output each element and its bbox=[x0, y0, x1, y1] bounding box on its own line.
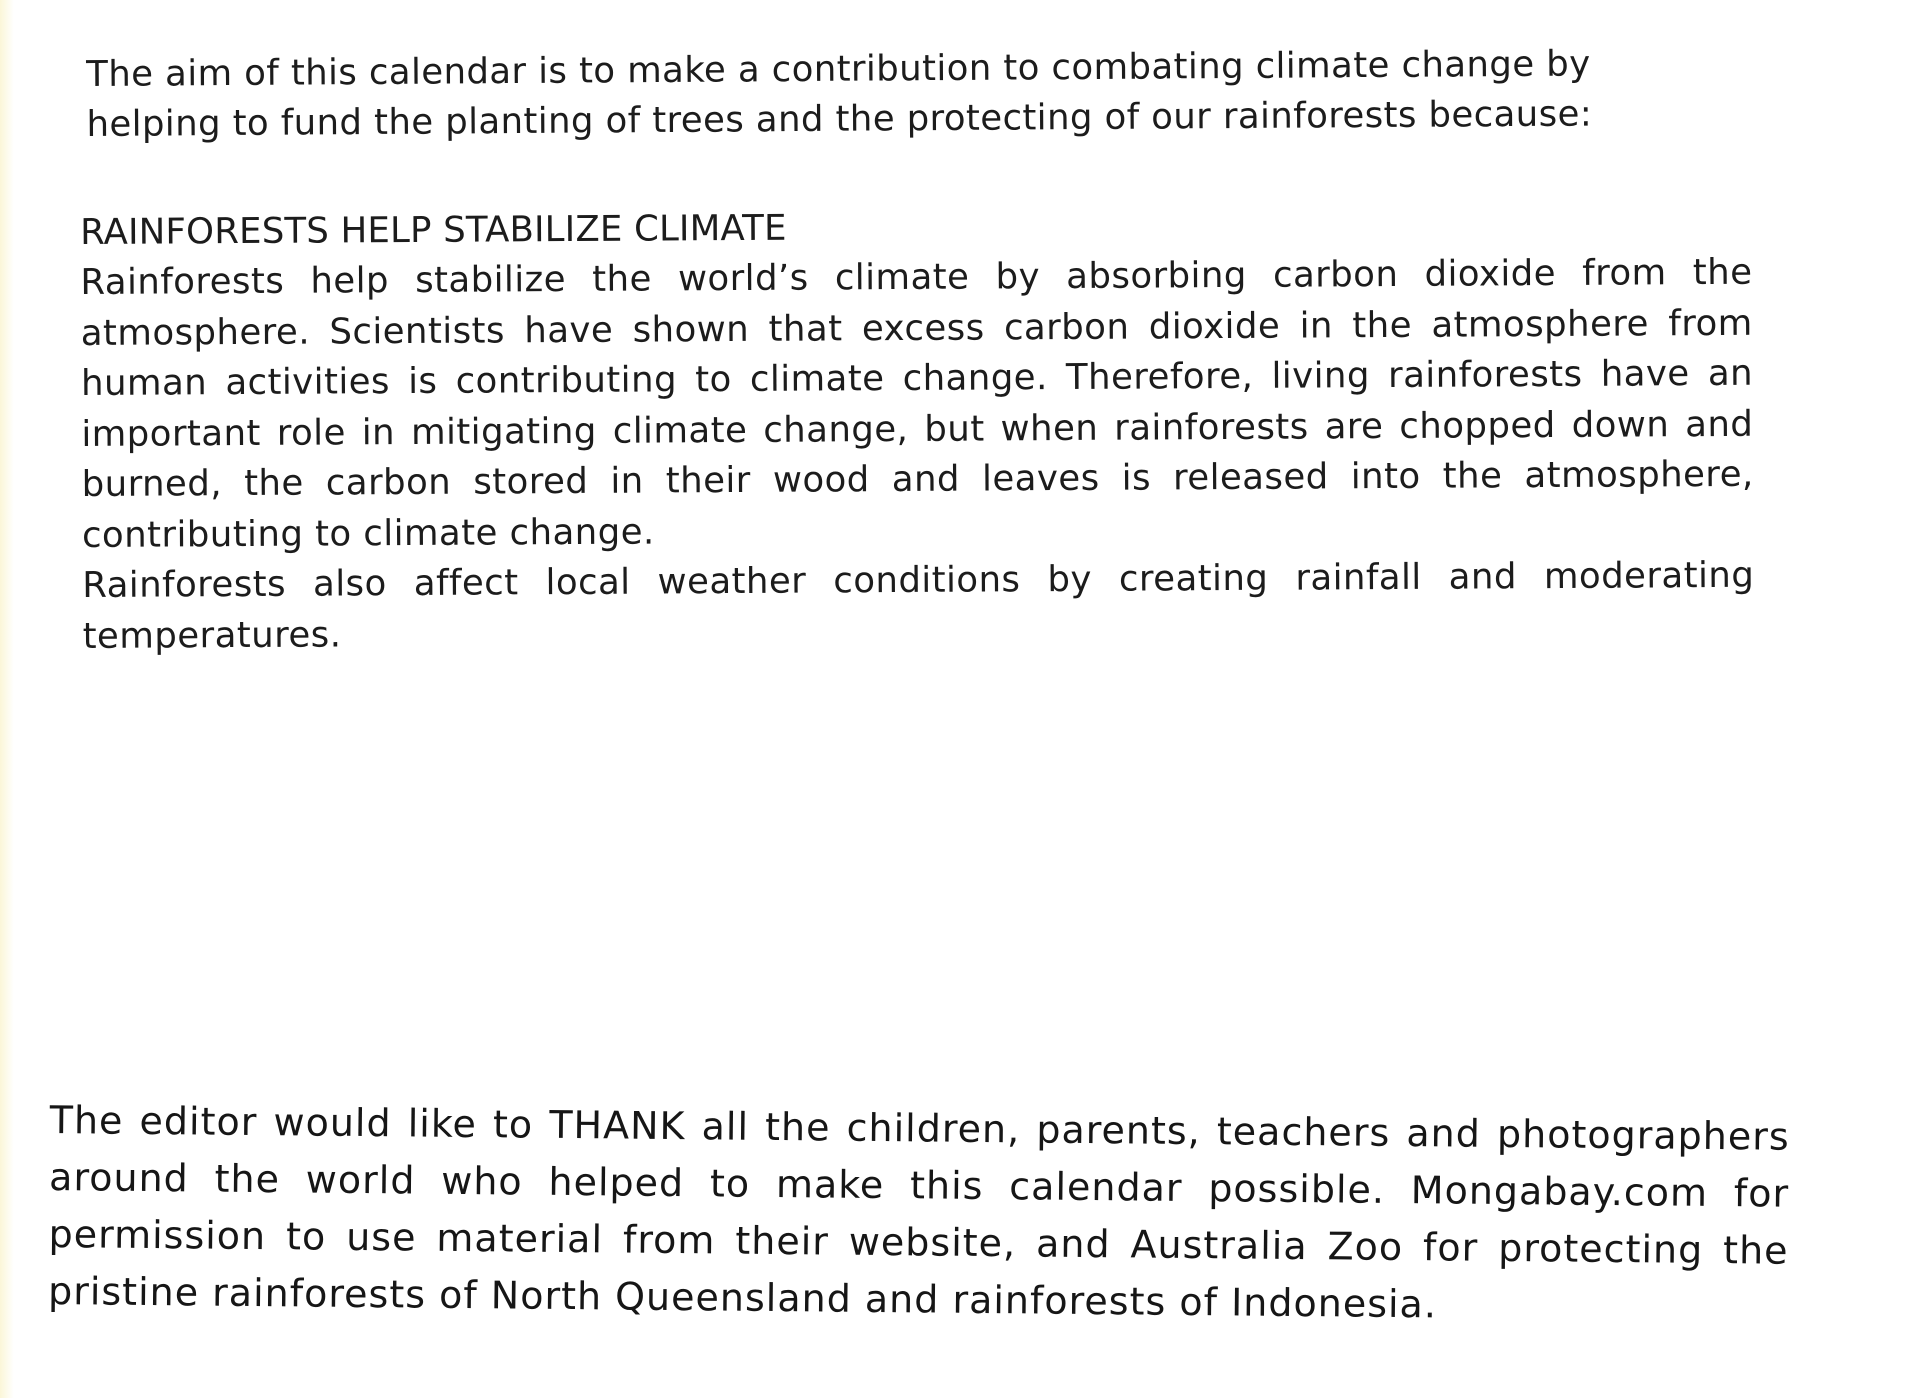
thanks-paragraph: The editor would like to THANK all the children, parents, teachers and photographers around the world who helped to make this calendar possible. Mongabay.com for permission to use material from their website, and Australia Zoo for protecting the pristine rainforests of North Queensland and rainforests of Indonesia. bbox=[47, 1097, 1790, 1327]
section-heading: RAINFORESTS HELP STABILIZE CLIMATE bbox=[80, 207, 787, 253]
climate-paragraph: Rainforests help stabilize the world’s climate by absorbing carbon dioxide from the atmosphere. Scientists have shown that excess carbon dioxide in the atmosphere from human activities is contributing to climate change. Therefore, living rainforests have an important role in mitigating climate change, but when rainforests are chopped down and burned, the carbon stored in their wood and leaves is released into the atmosphere, contributing to climate change. bbox=[80, 251, 1754, 556]
intro-paragraph: The aim of this calendar is to make a contribution to combating climate change by helping to fund the planting of trees and the protecting of our rainforests because: bbox=[86, 43, 1593, 145]
weather-paragraph: Rainforests also affect local weather conditions by creating rainfall and moderating temperatures. bbox=[82, 554, 1755, 657]
climate-section bbox=[80, 198, 1755, 662]
